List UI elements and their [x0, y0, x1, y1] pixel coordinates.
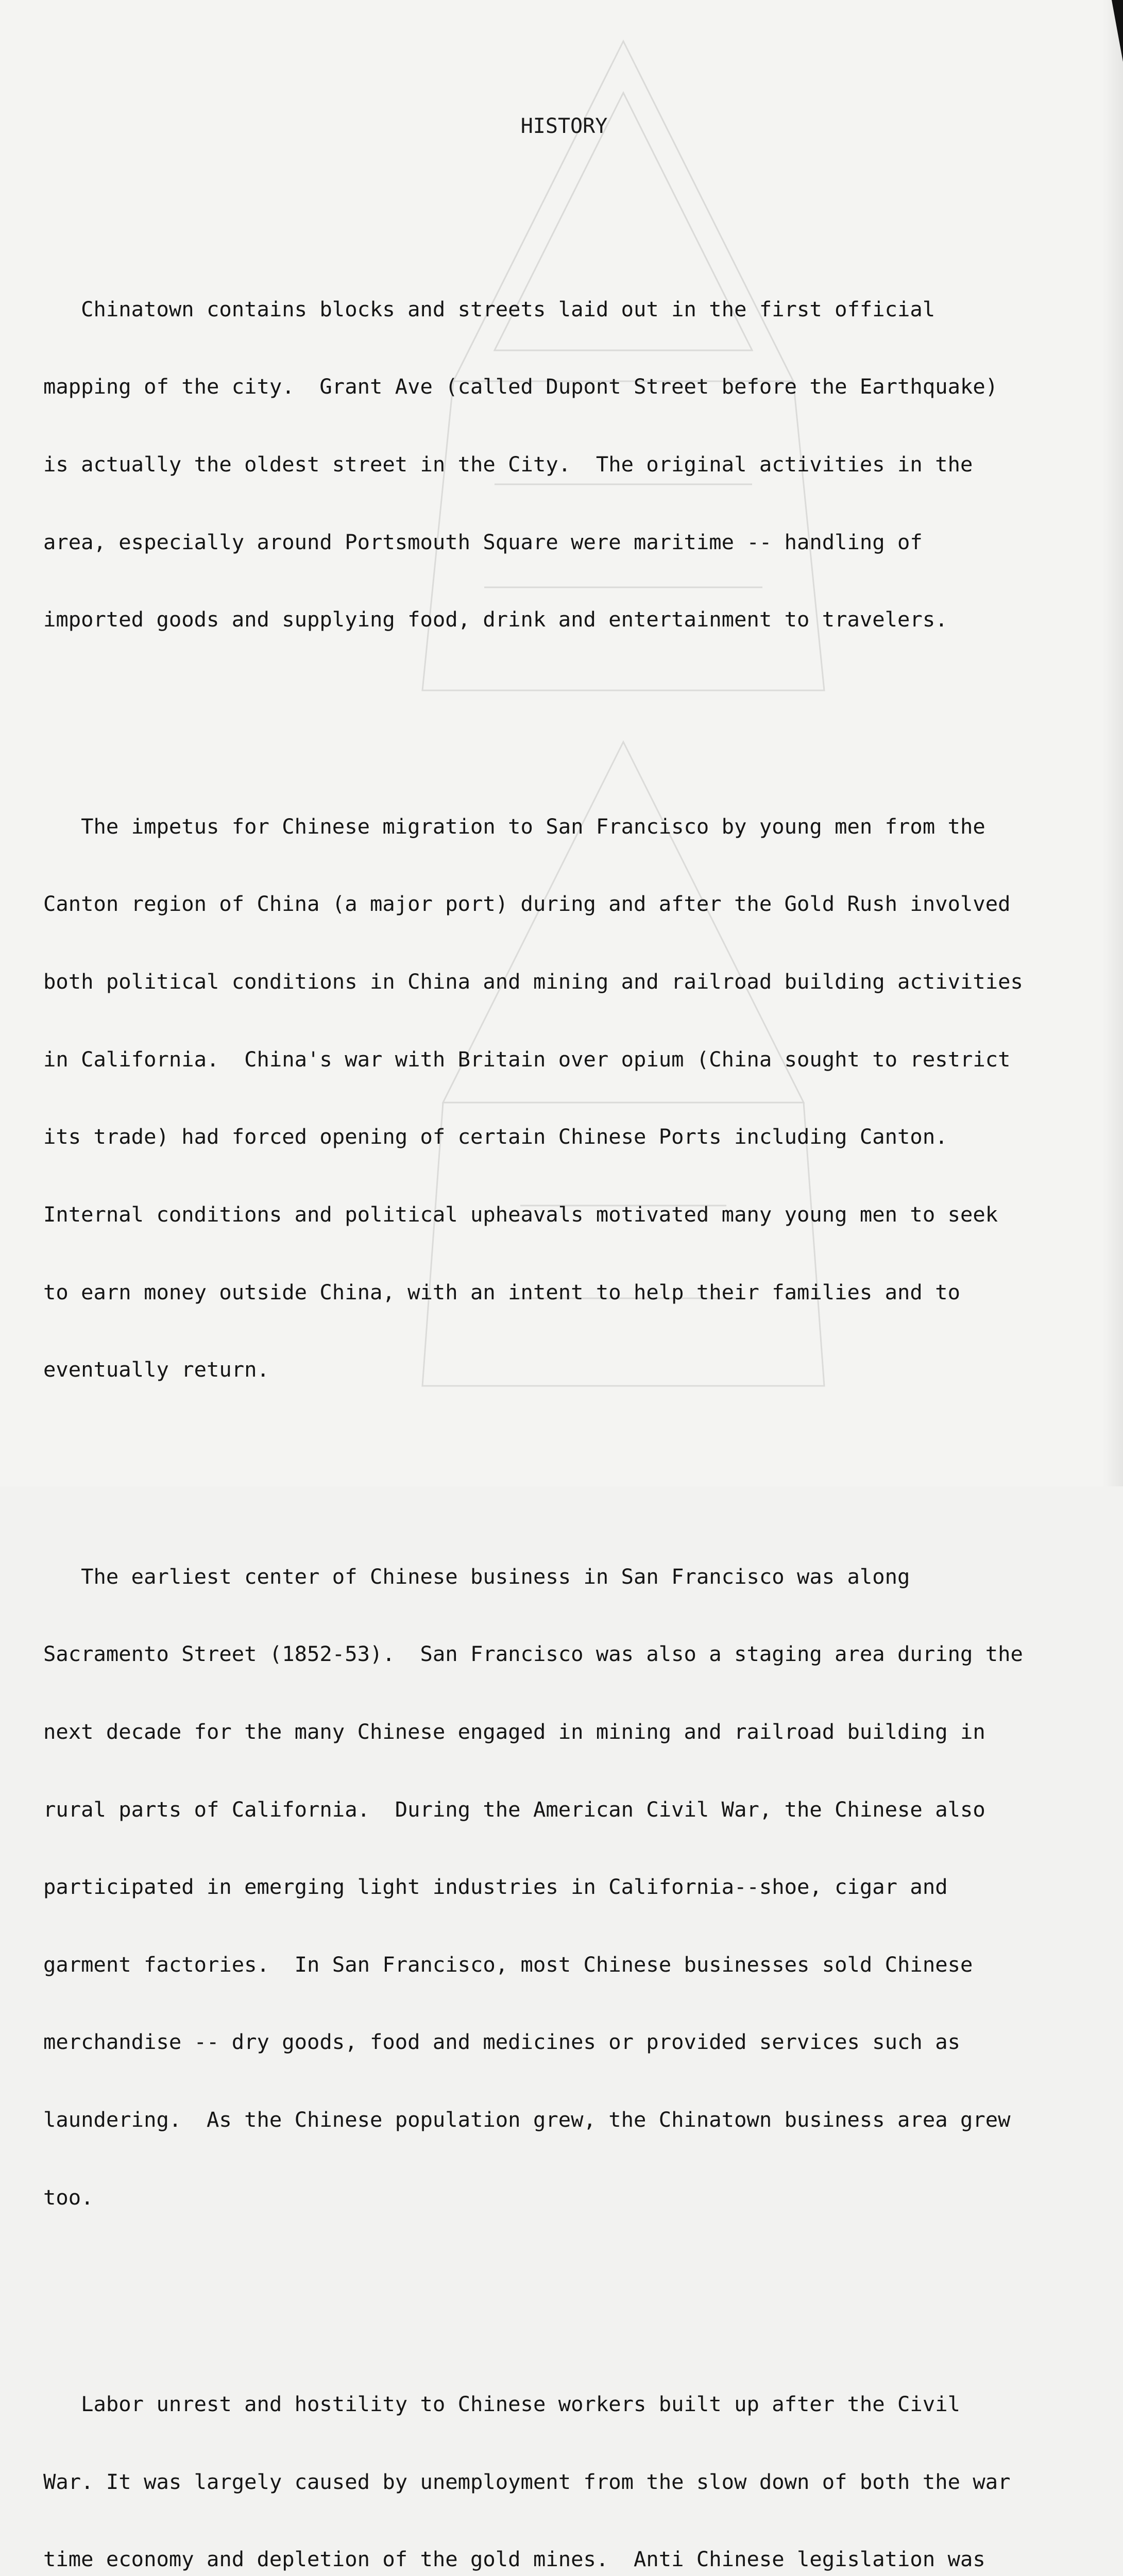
text-line: Internal conditions and political upheavals motivated many young men to seek — [43, 1201, 998, 1227]
text-line: garment factories. In San Francisco, most Chinese businesses sold Chinese — [43, 1952, 973, 1977]
text-line: time economy and depletion of the gold mines. Anti Chinese legislation was — [43, 2547, 985, 2572]
text-line: laundering. As the Chinese population grew, the Chinatown business area grew — [43, 2107, 1011, 2132]
text-line: is actually the oldest street in the City. The original activities in the — [43, 452, 973, 477]
text-line: its trade) had forced opening of certain Chinese Ports including Canton. — [43, 1124, 948, 1149]
text-line: merchandise -- dry goods, food and medicines or provided services such as — [43, 2029, 960, 2055]
document-body — [43, 193, 1079, 2576]
text-line: both political conditions in China and mining and railroad building activities — [43, 969, 1023, 994]
text-line: area, especially around Portsmouth Square were maritime -- handling of — [43, 529, 923, 554]
text-line: rural parts of California. During the American Civil War, the Chinese also — [43, 1797, 985, 1822]
text-line: mapping of the city. Grant Ave (called Dupont Street before the Earthquake) — [43, 374, 998, 399]
paragraph-2 — [43, 761, 1079, 1434]
text-line: The impetus for Chinese migration to San Francisco by young men from the — [43, 814, 985, 839]
text-line: participated in emerging light industries in California--shoe, cigar and — [43, 1874, 948, 1900]
text-line: War. It was largely caused by unemployment from the slow down of both the war — [43, 2469, 1011, 2494]
text-line: The earliest center of Chinese business in San Francisco was along — [43, 1564, 910, 1589]
text-line: next decade for the many Chinese engaged in mining and railroad building in — [43, 1719, 985, 1744]
text-line: eventually return. — [43, 1357, 269, 1382]
text-line: Chinatown contains blocks and streets laid out in the first official — [43, 296, 935, 321]
paragraph-4 — [43, 2340, 1079, 2576]
text-line: Sacramento Street (1852-53). San Francisco was also a staging area during the — [43, 1641, 1023, 1667]
text-line: too. — [43, 2184, 94, 2210]
page-corner-shadow — [1112, 0, 1123, 62]
binding-edge-shadow — [1102, 0, 1123, 1486]
text-line: Canton region of China (a major port) during and after the Gold Rush involved — [43, 891, 1011, 917]
text-line: to earn money outside China, with an intent to help their families and to — [43, 1279, 960, 1304]
paragraph-1 — [43, 244, 1079, 684]
text-line: in California. China's war with Britain over opium (China sought to restrict — [43, 1046, 1011, 1072]
text-line: Labor unrest and hostility to Chinese workers built up after the Civil — [43, 2392, 960, 2417]
page-title: HISTORY — [520, 114, 608, 138]
text-line: imported goods and supplying food, drink and entertainment to travelers. — [43, 607, 948, 632]
paragraph-3 — [43, 1512, 1079, 2262]
